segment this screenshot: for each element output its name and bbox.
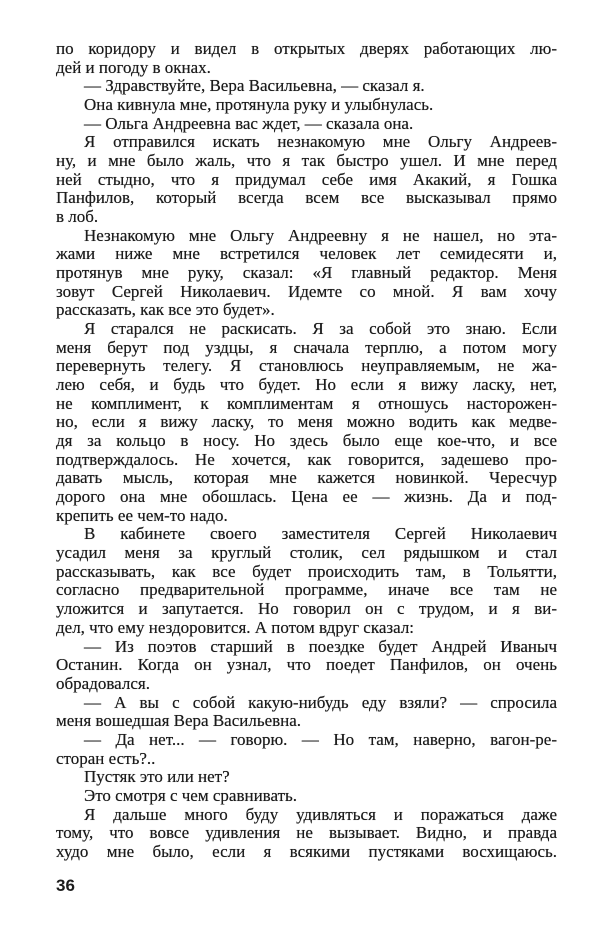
- text-line: согласно предварительной программе, иначе все там не: [56, 580, 557, 600]
- text-line: Это смотря с чем сравнивать.: [84, 785, 298, 805]
- text-line: тому, что вовсе удивления не вызывает. Видно, и правда: [56, 823, 557, 843]
- text-line: рассказывать, как все будет происходить там, в Тольятти,: [56, 561, 557, 581]
- text-line: Пустяк это или нет?: [84, 767, 230, 787]
- text-line: усадил меня за круглый столик, сел рядышком и стал: [56, 543, 557, 563]
- text-line: — Да нет... — говорю. — Но там, наверно, вагон-ре-: [84, 729, 557, 749]
- text-line: Останин. Когда он узнал, что поедет Панфилов, он очень: [56, 655, 557, 675]
- text-line: худо мне было, если я всякими пустяками восхищаюсь.: [56, 841, 557, 861]
- text-line: Она кивнула мне, протянула руку и улыбнулась.: [84, 95, 434, 115]
- text-line: подтверждалось. Не хочется, как говорится, задешево про-: [56, 449, 557, 469]
- text-line: сторан есть?..: [56, 748, 156, 768]
- text-line: крепить ее чем-то надо.: [56, 505, 228, 525]
- text-line: ней стыдно, что я придумал себе имя Акакий, я Гошка: [56, 169, 557, 189]
- text-line: ну, и мне было жаль, что я так быстро ушел. И мне перед: [56, 151, 557, 171]
- text-line: дей и погоду в окнах.: [56, 57, 211, 77]
- text-line: в лоб.: [56, 207, 99, 227]
- text-line: дорого она мне обошлась. Цена ее — жизнь. Да и под-: [56, 487, 557, 507]
- text-line: меня берут под уздцы, я сначала терплю, а потом могу: [56, 337, 557, 357]
- text-line: давать мысль, которая мне кажется новинкой. Чересчур: [56, 468, 557, 488]
- text-line: дел, что ему нездоровится. А потом вдруг сказал:: [56, 617, 415, 637]
- text-line: зовут Сергей Николаевич. Идемте со мной. Я вам хочу: [56, 281, 557, 301]
- text-line: В кабинете своего заместителя Сергей Николаевич: [84, 524, 557, 544]
- text-line: обрадовался.: [56, 673, 150, 693]
- text-line: — Здравствуйте, Вера Васильевна, — сказал я.: [84, 76, 425, 96]
- page-number: 36: [56, 876, 75, 895]
- text-line: жами ниже мне встретился человек лет семидесяти и,: [56, 244, 557, 264]
- text-line: но, если я вижу ласку, то меня можно водить как медве-: [56, 412, 557, 432]
- text-line: меня вошедшая Вера Васильевна.: [56, 711, 302, 731]
- book-page-text: [56, 40, 557, 862]
- text-line: Незнакомую мне Ольгу Андреевну я не нашел, но эта-: [84, 225, 557, 245]
- text-line: Я дальше много буду удивляться и поражаться даже: [84, 804, 557, 824]
- text-line: лею себя, и будь что будет. Но если я вижу ласку, нет,: [56, 375, 557, 395]
- text-line: уложится и запутается. Но говорил он с трудом, и я ви-: [56, 599, 557, 619]
- text-line: дя за кольцо в носу. Но здесь было еще кое-что, и все: [56, 431, 557, 451]
- text-line: — Из поэтов старший в поездке будет Андрей Иваныч: [84, 636, 557, 656]
- text-line: рассказать, как все это будет».: [56, 300, 275, 320]
- text-line: протянув мне руку, сказал: «Я главный редактор. Меня: [56, 263, 557, 283]
- text-line: Я старался не раскисать. Я за собой это знаю. Если: [84, 319, 557, 339]
- text-line: по коридору и видел в открытых дверях работающих лю-: [56, 39, 557, 58]
- text-line: — А вы с собой какую-нибудь еду взяли? — спросила: [84, 692, 557, 712]
- text-line: не комплимент, к комплиментам я отношусь насторожен-: [56, 393, 557, 413]
- text-line: Панфилов, который всегда всем все высказывал прямо: [56, 188, 557, 208]
- text-line: перевернуть телегу. Я становлюсь неуправляемым, не жа-: [56, 356, 557, 376]
- text-line: — Ольга Андреевна вас ждет, — сказала она.: [84, 113, 414, 133]
- text-line: Я отправился искать незнакомую мне Ольгу Андреев-: [84, 132, 557, 152]
